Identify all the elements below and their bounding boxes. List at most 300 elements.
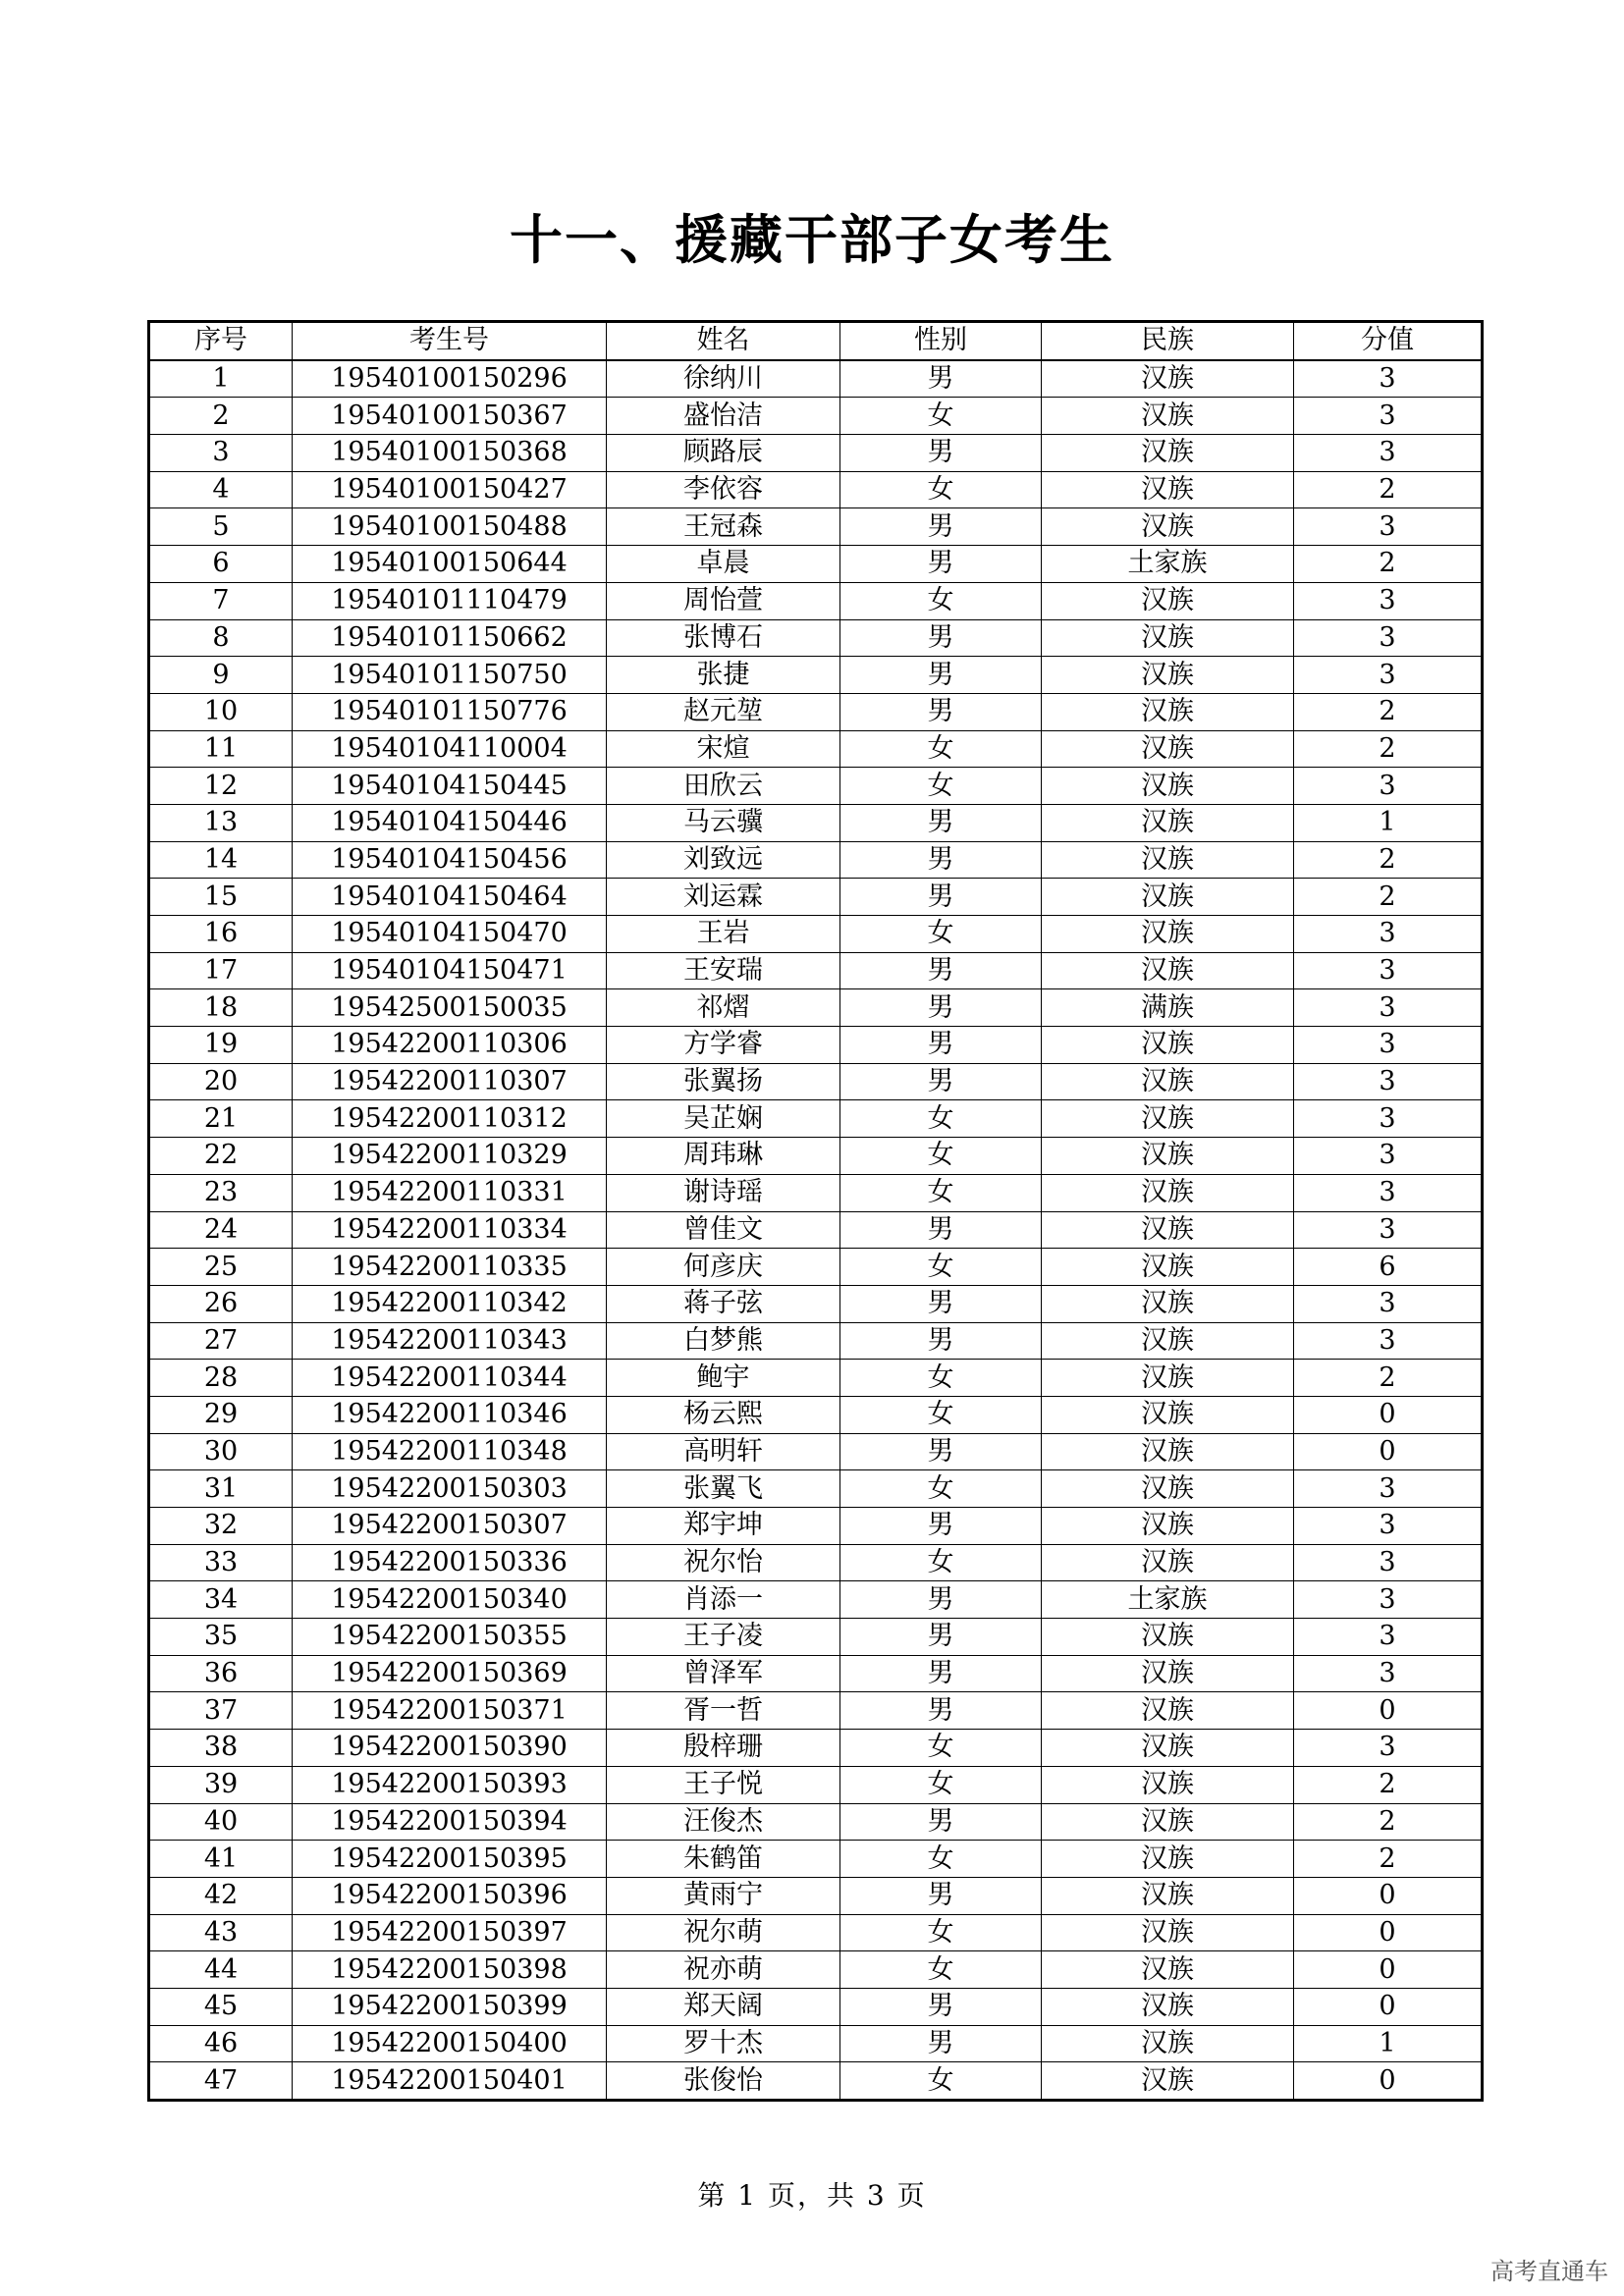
cell-ethnicity: 汉族: [1042, 1766, 1294, 1803]
cell-exam-id: 19542200150307: [293, 1508, 607, 1545]
cell-gender: 男: [840, 1508, 1042, 1545]
cell-name: 王冠森: [607, 508, 840, 546]
cell-name: 曾泽军: [607, 1655, 840, 1692]
table-row: [149, 2062, 1483, 2101]
cell-name: 杨云熙: [607, 1396, 840, 1433]
cell-index: 7: [149, 582, 293, 619]
cell-exam-id: 19542200110342: [293, 1285, 607, 1322]
cell-ethnicity: 汉族: [1042, 1174, 1294, 1211]
cell-ethnicity: 汉族: [1042, 768, 1294, 805]
cell-gender: 女: [840, 1730, 1042, 1767]
cell-ethnicity: 汉族: [1042, 1211, 1294, 1249]
cell-ethnicity: 汉族: [1042, 1470, 1294, 1508]
cell-score: 0: [1294, 1877, 1483, 1914]
cell-gender: 男: [840, 1063, 1042, 1100]
cell-index: 24: [149, 1211, 293, 1249]
cell-exam-id: 19542200150371: [293, 1692, 607, 1730]
cell-score: 3: [1294, 1619, 1483, 1656]
cell-exam-id: 19540100150296: [293, 360, 607, 398]
cell-index: 31: [149, 1470, 293, 1508]
cell-ethnicity: 汉族: [1042, 1396, 1294, 1433]
cell-ethnicity: 汉族: [1042, 1433, 1294, 1470]
cell-gender: 女: [840, 1766, 1042, 1803]
header-gender: 性别: [840, 322, 1042, 360]
cell-name: 王岩: [607, 916, 840, 953]
cell-score: 0: [1294, 1951, 1483, 1989]
cell-exam-id: 19542200150396: [293, 1877, 607, 1914]
cell-ethnicity: 汉族: [1042, 1360, 1294, 1397]
watermark: 高考直通车: [1490, 2258, 1608, 2285]
cell-name: 黄雨宁: [607, 1877, 840, 1914]
table-row: [149, 1285, 1483, 1322]
cell-index: 45: [149, 1988, 293, 2025]
cell-gender: 男: [840, 435, 1042, 472]
cell-name: 白梦熊: [607, 1322, 840, 1360]
table-row: [149, 1470, 1483, 1508]
cell-exam-id: 19542200110331: [293, 1174, 607, 1211]
cell-gender: 男: [840, 1211, 1042, 1249]
cell-gender: 男: [840, 1692, 1042, 1730]
cell-index: 44: [149, 1951, 293, 1989]
cell-score: 2: [1294, 1766, 1483, 1803]
cell-gender: 女: [840, 582, 1042, 619]
cell-exam-id: 19542500150035: [293, 989, 607, 1027]
table-row: [149, 1877, 1483, 1914]
cell-gender: 男: [840, 693, 1042, 730]
cell-exam-id: 19540104150445: [293, 768, 607, 805]
cell-ethnicity: 汉族: [1042, 1063, 1294, 1100]
cell-score: 3: [1294, 1655, 1483, 1692]
roster-table: [147, 320, 1484, 2102]
cell-score: 3: [1294, 435, 1483, 472]
cell-score: 3: [1294, 1285, 1483, 1322]
cell-gender: 女: [840, 1360, 1042, 1397]
cell-exam-id: 19540104150471: [293, 952, 607, 989]
header-ethnicity: 民族: [1042, 322, 1294, 360]
table-row: [149, 398, 1483, 435]
cell-gender: 女: [840, 1544, 1042, 1581]
cell-ethnicity: 汉族: [1042, 1988, 1294, 2025]
cell-score: 2: [1294, 841, 1483, 879]
cell-name: 祝尔萌: [607, 1914, 840, 1951]
cell-ethnicity: 汉族: [1042, 841, 1294, 879]
cell-name: 刘致远: [607, 841, 840, 879]
cell-ethnicity: 汉族: [1042, 879, 1294, 916]
header-exam-id: 考生号: [293, 322, 607, 360]
table-row: [149, 804, 1483, 841]
cell-ethnicity: 汉族: [1042, 1655, 1294, 1692]
cell-exam-id: 19540101150750: [293, 657, 607, 694]
cell-gender: 女: [840, 1249, 1042, 1286]
table-row: [149, 952, 1483, 989]
cell-score: 3: [1294, 1322, 1483, 1360]
cell-score: 1: [1294, 804, 1483, 841]
cell-ethnicity: 满族: [1042, 989, 1294, 1027]
cell-gender: 男: [840, 879, 1042, 916]
cell-exam-id: 19540101150776: [293, 693, 607, 730]
cell-exam-id: 19540100150488: [293, 508, 607, 546]
table-row: [149, 1544, 1483, 1581]
cell-name: 吴芷娴: [607, 1100, 840, 1138]
cell-index: 17: [149, 952, 293, 989]
cell-index: 3: [149, 435, 293, 472]
page-title: 十一、援藏干部子女考生: [510, 209, 1114, 271]
cell-exam-id: 19540104150456: [293, 841, 607, 879]
cell-name: 殷梓珊: [607, 1730, 840, 1767]
cell-exam-id: 19542200110346: [293, 1396, 607, 1433]
table-row: [149, 619, 1483, 657]
cell-exam-id: 19542200110312: [293, 1100, 607, 1138]
cell-score: 3: [1294, 657, 1483, 694]
cell-ethnicity: 汉族: [1042, 1544, 1294, 1581]
cell-ethnicity: 汉族: [1042, 1803, 1294, 1841]
header-score: 分值: [1294, 322, 1483, 360]
table-row: [149, 1063, 1483, 1100]
cell-score: 1: [1294, 2025, 1483, 2062]
table-body: [149, 360, 1483, 2101]
cell-score: 3: [1294, 619, 1483, 657]
cell-score: 0: [1294, 1988, 1483, 2025]
cell-ethnicity: 汉族: [1042, 1322, 1294, 1360]
table-row: [149, 693, 1483, 730]
cell-gender: 男: [840, 989, 1042, 1027]
cell-exam-id: 19542200110344: [293, 1360, 607, 1397]
cell-index: 34: [149, 1581, 293, 1619]
cell-ethnicity: 汉族: [1042, 2025, 1294, 2062]
cell-exam-id: 19542200110306: [293, 1027, 607, 1064]
table-row: [149, 916, 1483, 953]
table-row: [149, 1249, 1483, 1286]
cell-gender: 男: [840, 804, 1042, 841]
table-row: [149, 1619, 1483, 1656]
cell-ethnicity: 汉族: [1042, 916, 1294, 953]
cell-score: 0: [1294, 1433, 1483, 1470]
table-row: [149, 1174, 1483, 1211]
cell-gender: 女: [840, 398, 1042, 435]
cell-index: 29: [149, 1396, 293, 1433]
table-row: [149, 582, 1483, 619]
cell-gender: 男: [840, 1322, 1042, 1360]
cell-ethnicity: 汉族: [1042, 1841, 1294, 1878]
cell-index: 22: [149, 1138, 293, 1175]
table-row: [149, 1138, 1483, 1175]
cell-name: 曾佳文: [607, 1211, 840, 1249]
table-row: [149, 546, 1483, 583]
cell-gender: 男: [840, 1285, 1042, 1322]
cell-score: 2: [1294, 1841, 1483, 1878]
cell-name: 王子凌: [607, 1619, 840, 1656]
table-row: [149, 657, 1483, 694]
cell-name: 卓晨: [607, 546, 840, 583]
cell-ethnicity: 土家族: [1042, 1581, 1294, 1619]
cell-index: 33: [149, 1544, 293, 1581]
table-row: [149, 1508, 1483, 1545]
cell-gender: 男: [840, 619, 1042, 657]
cell-score: 3: [1294, 916, 1483, 953]
cell-name: 罗十杰: [607, 2025, 840, 2062]
table-row: [149, 471, 1483, 508]
cell-name: 顾路辰: [607, 435, 840, 472]
cell-name: 汪俊杰: [607, 1803, 840, 1841]
cell-name: 何彦庆: [607, 1249, 840, 1286]
table-row: [149, 1360, 1483, 1397]
cell-ethnicity: 汉族: [1042, 398, 1294, 435]
cell-exam-id: 19542200110307: [293, 1063, 607, 1100]
table-row: [149, 841, 1483, 879]
cell-ethnicity: 汉族: [1042, 1730, 1294, 1767]
table-row: [149, 730, 1483, 768]
cell-exam-id: 19540100150368: [293, 435, 607, 472]
roster-table-container: [147, 320, 1481, 2102]
cell-exam-id: 19542200150369: [293, 1655, 607, 1692]
cell-exam-id: 19542200150355: [293, 1619, 607, 1656]
cell-gender: 男: [840, 1877, 1042, 1914]
table-row: [149, 1433, 1483, 1470]
cell-index: 35: [149, 1619, 293, 1656]
cell-score: 3: [1294, 1027, 1483, 1064]
cell-score: 2: [1294, 879, 1483, 916]
cell-name: 王安瑞: [607, 952, 840, 989]
cell-index: 47: [149, 2062, 293, 2101]
table-row: [149, 1655, 1483, 1692]
cell-gender: 女: [840, 1470, 1042, 1508]
cell-ethnicity: 汉族: [1042, 1138, 1294, 1175]
cell-score: 3: [1294, 768, 1483, 805]
cell-exam-id: 19542200150390: [293, 1730, 607, 1767]
table-row: [149, 1322, 1483, 1360]
cell-ethnicity: 汉族: [1042, 1100, 1294, 1138]
cell-gender: 女: [840, 471, 1042, 508]
cell-exam-id: 19542200110335: [293, 1249, 607, 1286]
cell-name: 刘运霖: [607, 879, 840, 916]
cell-index: 16: [149, 916, 293, 953]
cell-exam-id: 19542200150395: [293, 1841, 607, 1878]
table-row: [149, 1766, 1483, 1803]
cell-ethnicity: 汉族: [1042, 582, 1294, 619]
cell-name: 郑天阔: [607, 1988, 840, 2025]
cell-index: 27: [149, 1322, 293, 1360]
cell-ethnicity: 汉族: [1042, 1249, 1294, 1286]
cell-score: 3: [1294, 1470, 1483, 1508]
cell-gender: 男: [840, 1027, 1042, 1064]
cell-score: 3: [1294, 1100, 1483, 1138]
table-row: [149, 1100, 1483, 1138]
cell-name: 肖添一: [607, 1581, 840, 1619]
cell-score: 2: [1294, 1360, 1483, 1397]
cell-ethnicity: 汉族: [1042, 1692, 1294, 1730]
table-row: [149, 1803, 1483, 1841]
cell-index: 12: [149, 768, 293, 805]
cell-name: 宋煊: [607, 730, 840, 768]
cell-gender: 男: [840, 952, 1042, 989]
cell-exam-id: 19542200150303: [293, 1470, 607, 1508]
cell-score: 3: [1294, 1581, 1483, 1619]
cell-ethnicity: 汉族: [1042, 508, 1294, 546]
cell-name: 祝亦萌: [607, 1951, 840, 1989]
table-row: [149, 508, 1483, 546]
cell-index: 30: [149, 1433, 293, 1470]
cell-name: 高明轩: [607, 1433, 840, 1470]
cell-index: 32: [149, 1508, 293, 1545]
cell-ethnicity: 汉族: [1042, 1914, 1294, 1951]
cell-exam-id: 19542200150399: [293, 1988, 607, 2025]
table-row: [149, 360, 1483, 398]
cell-ethnicity: 汉族: [1042, 619, 1294, 657]
cell-exam-id: 19540100150367: [293, 398, 607, 435]
table-row: [149, 989, 1483, 1027]
cell-index: 5: [149, 508, 293, 546]
cell-index: 19: [149, 1027, 293, 1064]
cell-name: 盛怡洁: [607, 398, 840, 435]
table-row: [149, 1027, 1483, 1064]
cell-ethnicity: 汉族: [1042, 1027, 1294, 1064]
cell-gender: 女: [840, 916, 1042, 953]
table-row: [149, 768, 1483, 805]
cell-exam-id: 19542200150393: [293, 1766, 607, 1803]
cell-score: 2: [1294, 730, 1483, 768]
cell-index: 36: [149, 1655, 293, 1692]
cell-gender: 男: [840, 1803, 1042, 1841]
cell-exam-id: 19540104150470: [293, 916, 607, 953]
cell-gender: 女: [840, 730, 1042, 768]
table-header-row: [149, 322, 1483, 360]
cell-name: 郑宇坤: [607, 1508, 840, 1545]
cell-score: 0: [1294, 2062, 1483, 2101]
cell-exam-id: 19542200150398: [293, 1951, 607, 1989]
cell-index: 41: [149, 1841, 293, 1878]
cell-name: 胥一哲: [607, 1692, 840, 1730]
cell-score: 3: [1294, 1174, 1483, 1211]
cell-gender: 男: [840, 1433, 1042, 1470]
cell-name: 李依容: [607, 471, 840, 508]
cell-gender: 女: [840, 768, 1042, 805]
cell-exam-id: 19540104150446: [293, 804, 607, 841]
cell-gender: 男: [840, 2025, 1042, 2062]
page-footer: 第 1 页，共 3 页: [697, 2179, 927, 2212]
table-row: [149, 1581, 1483, 1619]
table-row: [149, 435, 1483, 472]
cell-gender: 男: [840, 1619, 1042, 1656]
cell-name: 方学睿: [607, 1027, 840, 1064]
cell-gender: 男: [840, 657, 1042, 694]
cell-name: 赵元堃: [607, 693, 840, 730]
cell-index: 23: [149, 1174, 293, 1211]
cell-score: 6: [1294, 1249, 1483, 1286]
cell-score: 3: [1294, 1138, 1483, 1175]
cell-index: 46: [149, 2025, 293, 2062]
cell-gender: 男: [840, 546, 1042, 583]
cell-index: 26: [149, 1285, 293, 1322]
cell-score: 3: [1294, 1063, 1483, 1100]
cell-exam-id: 19540104110004: [293, 730, 607, 768]
cell-exam-id: 19542200110334: [293, 1211, 607, 1249]
cell-exam-id: 19542200110329: [293, 1138, 607, 1175]
cell-ethnicity: 汉族: [1042, 804, 1294, 841]
cell-name: 田欣云: [607, 768, 840, 805]
cell-gender: 女: [840, 1138, 1042, 1175]
cell-index: 11: [149, 730, 293, 768]
cell-gender: 男: [840, 360, 1042, 398]
cell-index: 13: [149, 804, 293, 841]
cell-index: 14: [149, 841, 293, 879]
cell-ethnicity: 汉族: [1042, 693, 1294, 730]
cell-ethnicity: 汉族: [1042, 360, 1294, 398]
cell-name: 祝尔怡: [607, 1544, 840, 1581]
cell-score: 2: [1294, 471, 1483, 508]
cell-name: 张博石: [607, 619, 840, 657]
cell-index: 10: [149, 693, 293, 730]
cell-score: 2: [1294, 1803, 1483, 1841]
cell-score: 3: [1294, 952, 1483, 989]
table-row: [149, 1211, 1483, 1249]
cell-index: 42: [149, 1877, 293, 1914]
cell-score: 3: [1294, 1211, 1483, 1249]
cell-ethnicity: 汉族: [1042, 657, 1294, 694]
cell-gender: 女: [840, 1841, 1042, 1878]
table-row: [149, 1841, 1483, 1878]
cell-gender: 女: [840, 1174, 1042, 1211]
cell-index: 21: [149, 1100, 293, 1138]
cell-exam-id: 19542200150400: [293, 2025, 607, 2062]
table-row: [149, 1951, 1483, 1989]
cell-exam-id: 19542200150394: [293, 1803, 607, 1841]
cell-score: 3: [1294, 582, 1483, 619]
header-index: 序号: [149, 322, 293, 360]
cell-score: 0: [1294, 1396, 1483, 1433]
cell-ethnicity: 汉族: [1042, 730, 1294, 768]
cell-name: 马云骥: [607, 804, 840, 841]
cell-exam-id: 19542200150401: [293, 2062, 607, 2101]
cell-name: 祁熠: [607, 989, 840, 1027]
cell-score: 3: [1294, 989, 1483, 1027]
cell-ethnicity: 土家族: [1042, 546, 1294, 583]
cell-name: 谢诗瑶: [607, 1174, 840, 1211]
cell-score: 2: [1294, 693, 1483, 730]
cell-name: 张翼扬: [607, 1063, 840, 1100]
cell-exam-id: 19540100150644: [293, 546, 607, 583]
cell-ethnicity: 汉族: [1042, 952, 1294, 989]
cell-exam-id: 19542200110348: [293, 1433, 607, 1470]
cell-exam-id: 19542200110343: [293, 1322, 607, 1360]
cell-ethnicity: 汉族: [1042, 1285, 1294, 1322]
table-row: [149, 2025, 1483, 2062]
cell-score: 3: [1294, 1544, 1483, 1581]
cell-ethnicity: 汉族: [1042, 2062, 1294, 2101]
cell-exam-id: 19540100150427: [293, 471, 607, 508]
cell-index: 1: [149, 360, 293, 398]
cell-score: 3: [1294, 1508, 1483, 1545]
cell-ethnicity: 汉族: [1042, 1619, 1294, 1656]
cell-index: 4: [149, 471, 293, 508]
cell-index: 39: [149, 1766, 293, 1803]
cell-gender: 女: [840, 1396, 1042, 1433]
cell-gender: 男: [840, 508, 1042, 546]
table-row: [149, 879, 1483, 916]
cell-score: 3: [1294, 360, 1483, 398]
cell-name: 鲍宇: [607, 1360, 840, 1397]
cell-index: 8: [149, 619, 293, 657]
cell-name: 蒋子弦: [607, 1285, 840, 1322]
cell-index: 15: [149, 879, 293, 916]
cell-index: 20: [149, 1063, 293, 1100]
table-row: [149, 1914, 1483, 1951]
table-row: [149, 1730, 1483, 1767]
cell-index: 25: [149, 1249, 293, 1286]
cell-name: 王子悦: [607, 1766, 840, 1803]
cell-exam-id: 19540101150662: [293, 619, 607, 657]
cell-gender: 女: [840, 1951, 1042, 1989]
cell-name: 张翼飞: [607, 1470, 840, 1508]
